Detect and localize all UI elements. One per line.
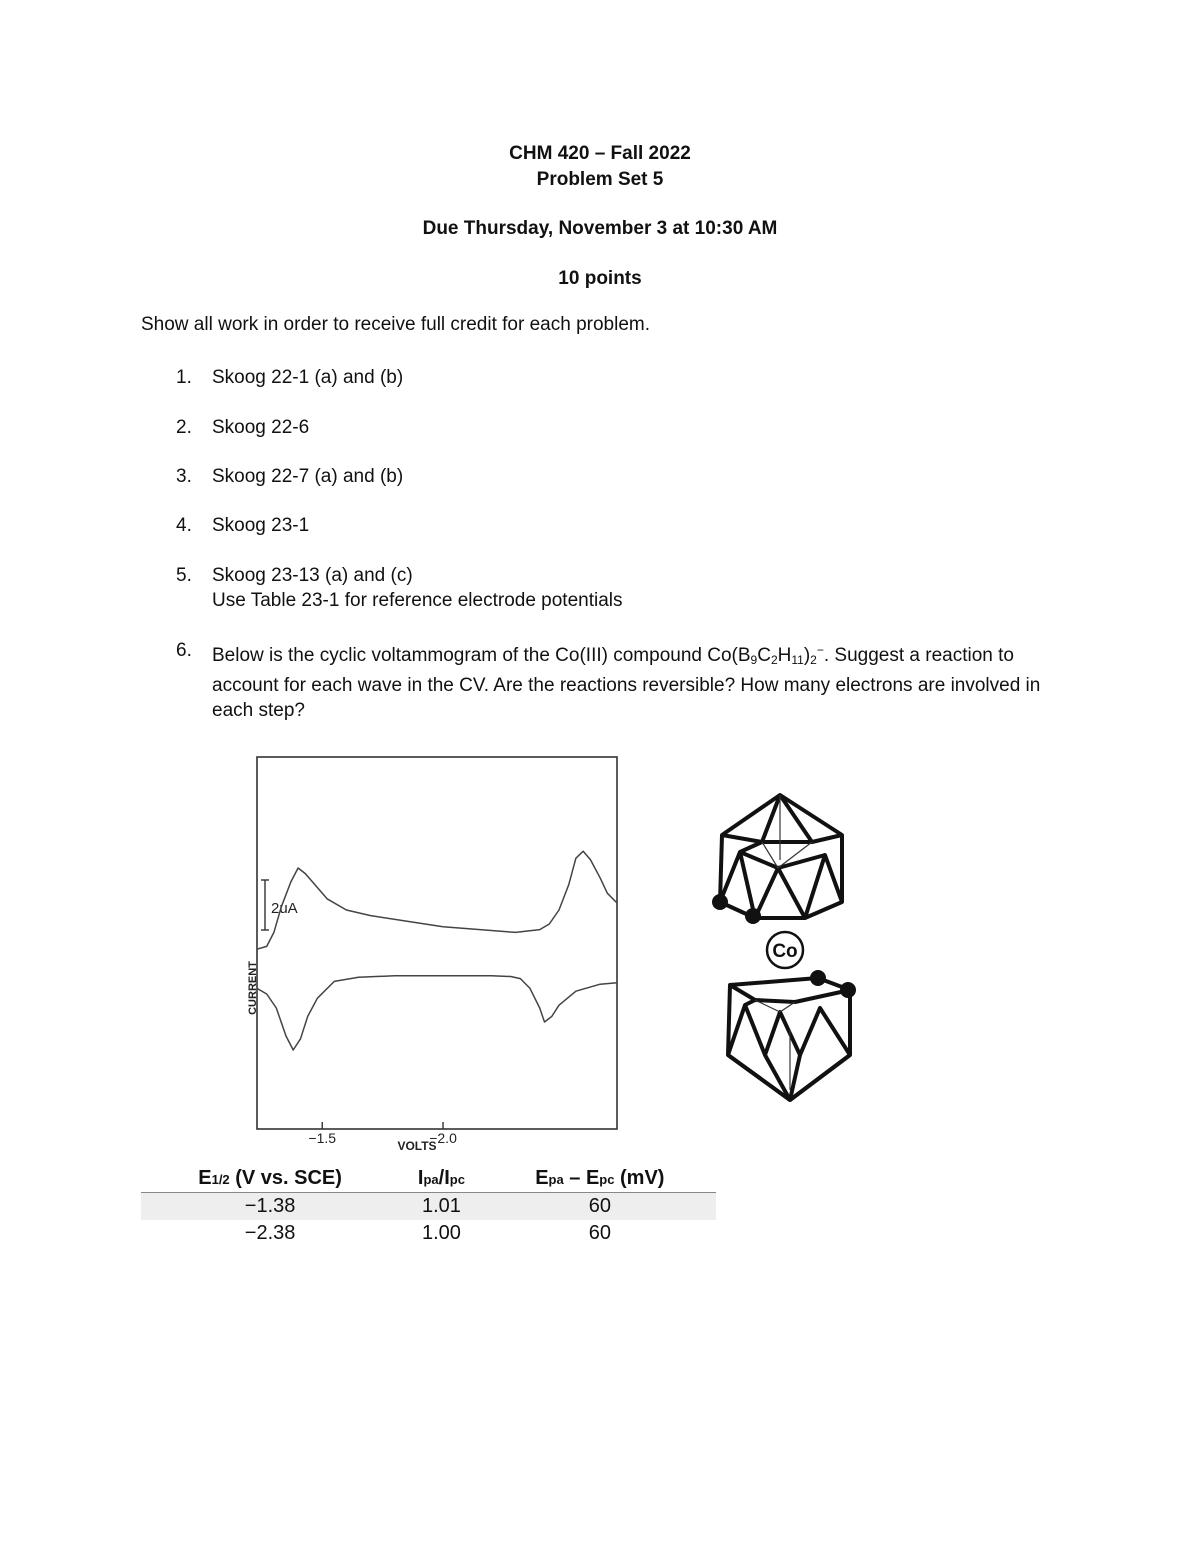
cobalt-label: Co xyxy=(772,941,798,962)
problem-2 xyxy=(170,415,309,440)
problem-number: 1. xyxy=(176,367,192,388)
problem-text-part: H xyxy=(777,645,792,666)
problem-text-part: ) xyxy=(803,645,811,666)
problem-text: Skoog 22-1 (a) and (b) xyxy=(212,367,404,388)
problem-text-part: C xyxy=(757,645,771,666)
problem-set-title: Problem Set 5 xyxy=(536,169,664,190)
problem-4 xyxy=(170,513,309,538)
instructions: Show all work in order to receive full credit for each problem. xyxy=(141,314,651,335)
problem-6 xyxy=(170,638,1052,723)
upper-cage xyxy=(720,795,842,918)
carbon-atom xyxy=(810,970,826,986)
problem-text xyxy=(212,645,1040,721)
plot-frame xyxy=(257,757,617,1129)
lower-cage xyxy=(728,978,850,1100)
table-cell: −2.38 xyxy=(244,1222,296,1244)
x-tick-label: −2.0 xyxy=(429,1130,457,1146)
electrochemical-data-table xyxy=(141,1165,716,1247)
problem-number: 4. xyxy=(176,515,192,536)
problem-text: Skoog 22-7 (a) and (b) xyxy=(212,466,404,487)
y-axis-label: CURRENT xyxy=(247,961,259,1015)
table-cell: 60 xyxy=(588,1222,611,1244)
problem-1 xyxy=(170,365,403,390)
table-header-row xyxy=(141,1165,716,1193)
header-e-half: E1/2 (V vs. SCE) xyxy=(141,1165,399,1193)
cobalt-dicarbollide-structure xyxy=(700,780,870,1110)
problem-5 xyxy=(170,563,623,613)
subscript: 9 xyxy=(750,653,758,667)
problem-text: Skoog 22-6 xyxy=(212,417,310,438)
table-row xyxy=(141,1220,716,1247)
problem-number: 3. xyxy=(176,466,192,487)
problem-number: 2. xyxy=(176,417,192,438)
subscript: 2 xyxy=(770,653,778,667)
table-row xyxy=(141,1193,716,1221)
table-cell: 60 xyxy=(484,1193,716,1221)
cv-reduction-trace xyxy=(257,976,617,1050)
due-date: Due Thursday, November 3 at 10:30 AM xyxy=(422,218,778,239)
carbon-atom xyxy=(840,982,856,998)
table-cell: 1.01 xyxy=(399,1193,484,1221)
subscript: 11 xyxy=(791,653,804,667)
points: 10 points xyxy=(558,268,642,289)
cyclic-voltammogram xyxy=(235,745,635,1155)
problem-text-part: Below is the cyclic voltammogram of the Co(III) compound Co(B xyxy=(212,645,751,666)
problem-note: Use Table 23-1 for reference electrode potentials xyxy=(212,590,623,611)
table-cell: −1.38 xyxy=(141,1193,399,1221)
problem-text: Skoog 23-13 (a) and (c) xyxy=(212,565,413,586)
problem-number: 5. xyxy=(176,565,192,586)
problem-number: 6. xyxy=(176,640,192,661)
header-peak-separation: Epa – Epc (mV) xyxy=(484,1165,716,1193)
cv-oxidation-trace xyxy=(257,851,617,949)
x-axis-label: VOLTS xyxy=(397,1139,437,1153)
problem-text: Skoog 23-1 xyxy=(212,515,310,536)
carbon-atom xyxy=(745,908,761,924)
superscript: − xyxy=(816,643,824,657)
course-title: CHM 420 – Fall 2022 xyxy=(509,143,691,164)
table-cell: 1.00 xyxy=(421,1222,461,1244)
scale-bar-label: 2uA xyxy=(271,900,298,917)
problem-3 xyxy=(170,464,403,489)
scale-bar xyxy=(261,880,269,930)
problem-text-part: . Suggest a reaction to account for each wave in the CV. Are the reactions reversible? How many electrons are involved in each step? xyxy=(212,645,1041,721)
subscript: 2 xyxy=(810,653,817,667)
carbon-atom xyxy=(712,894,728,910)
header-current-ratio: Ipa/Ipc xyxy=(399,1165,484,1193)
x-tick-label: −1.5 xyxy=(308,1130,337,1146)
